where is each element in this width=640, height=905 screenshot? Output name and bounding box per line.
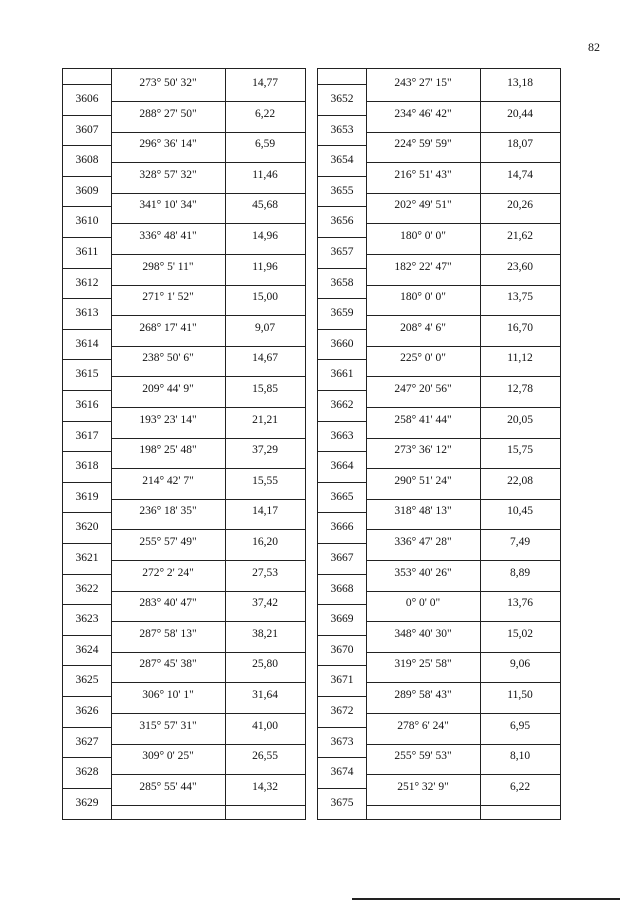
point-rule — [318, 482, 366, 483]
point-rule — [63, 206, 111, 207]
point-number-cell: 3671 — [330, 674, 354, 687]
point-rule — [63, 176, 111, 177]
point-rule — [63, 237, 111, 238]
point-number-cell: 3673 — [330, 735, 354, 748]
row-rule — [366, 774, 560, 775]
distance-cell: 11,96 — [252, 260, 278, 273]
point-number-cell: 3608 — [75, 154, 99, 167]
distance-cell: 37,42 — [252, 597, 278, 610]
row-rule — [111, 560, 305, 561]
angle-cell: 336° 48' 41" — [139, 230, 197, 242]
point-number-cell: 3607 — [75, 123, 99, 136]
angle-cell: 209° 44' 9" — [142, 383, 194, 395]
distance-cell: 18,07 — [507, 138, 533, 151]
point-rule — [318, 788, 366, 789]
angle-cell: 193° 23' 14" — [139, 413, 197, 426]
distance-cell: 23,60 — [507, 260, 533, 273]
row-rule — [366, 285, 560, 286]
angle-cell: 287° 45' 38" — [139, 658, 197, 671]
angle-cell: 208° 4' 6" — [400, 321, 446, 334]
point-number-cell: 3653 — [330, 123, 354, 136]
point-number-cell: 3609 — [75, 184, 99, 197]
angle-cell: 273° 36' 12" — [394, 444, 452, 457]
distance-cell: 6,95 — [509, 719, 531, 732]
point-rule — [63, 482, 111, 483]
distance-cell: 11,50 — [507, 689, 533, 701]
point-rule — [63, 543, 111, 544]
angle-cell: 216° 51' 43" — [394, 168, 452, 181]
coordinates-table-left — [62, 68, 306, 820]
distance-cell: 14,67 — [252, 352, 278, 365]
angle-cell: 225° 0' 0" — [400, 352, 446, 365]
distance-cell: 31,64 — [252, 689, 278, 701]
angle-cell: 353° 40' 26" — [394, 566, 452, 579]
row-rule — [366, 499, 560, 500]
row-rule — [366, 805, 560, 806]
distance-cell: 15,00 — [252, 291, 278, 304]
point-number-cell: 3656 — [330, 215, 354, 228]
point-number-cell: 3606 — [75, 93, 99, 105]
distance-cell: 13,76 — [507, 597, 533, 610]
point-rule — [318, 451, 366, 452]
distance-cell: 9,06 — [509, 658, 531, 671]
distance-cell: 20,26 — [507, 199, 533, 212]
distance-cell: 6,22 — [254, 107, 276, 120]
angle-cell: 198° 25' 48" — [139, 444, 197, 457]
angle-cell: 278° 6' 24" — [397, 719, 449, 732]
point-rule — [318, 574, 366, 575]
angle-cell: 336° 47' 28" — [394, 536, 452, 548]
angle-cell: 296° 36' 14" — [139, 138, 197, 151]
point-rule — [63, 145, 111, 146]
point-rule — [63, 574, 111, 575]
point-number-cell: 3618 — [75, 460, 99, 473]
point-number-cell: 3674 — [330, 766, 354, 779]
distance-cell: 7,49 — [509, 536, 531, 548]
point-number-cell: 3619 — [75, 490, 99, 503]
point-number-cell: 3652 — [330, 93, 354, 105]
point-number-cell: 3655 — [330, 184, 354, 197]
angle-cell: 319° 25' 58" — [394, 658, 452, 671]
point-rule — [318, 329, 366, 330]
angle-cell: 283° 40' 47" — [139, 597, 197, 610]
distance-cell: 16,70 — [507, 321, 533, 334]
distance-cell: 13,18 — [507, 77, 533, 89]
angle-cell: 318° 48' 13" — [394, 505, 452, 518]
distance-cell: 6,22 — [509, 780, 531, 793]
angle-cell: 272° 2' 24" — [142, 566, 194, 579]
row-rule — [111, 468, 305, 469]
row-rule — [366, 438, 560, 439]
angle-cell: 224° 59' 59" — [394, 138, 452, 151]
point-rule — [318, 665, 366, 666]
distance-cell: 8,10 — [509, 750, 531, 763]
angle-cell: 273° 50' 32" — [139, 77, 197, 89]
point-rule — [318, 237, 366, 238]
point-rule — [318, 115, 366, 116]
point-rule — [63, 298, 111, 299]
point-number-cell: 3620 — [75, 521, 99, 534]
page-number: 82 — [588, 40, 600, 54]
point-number-cell: 3625 — [75, 674, 99, 687]
row-rule — [111, 285, 305, 286]
point-rule — [318, 176, 366, 177]
distance-cell: 37,29 — [252, 444, 278, 457]
angle-cell: 315° 57' 31" — [139, 719, 197, 732]
row-rule — [366, 346, 560, 347]
angle-cell: 348° 40' 30" — [394, 627, 452, 640]
point-number-cell: 3611 — [75, 246, 99, 258]
point-rule — [63, 421, 111, 422]
distance-cell: 22,08 — [507, 474, 533, 487]
angle-cell: 247° 20' 56" — [394, 383, 452, 395]
point-number-cell: 3669 — [330, 613, 354, 626]
row-rule — [366, 315, 560, 316]
row-rule — [111, 744, 305, 745]
angle-cell: 298° 5' 11" — [142, 260, 194, 273]
distance-cell: 14,32 — [252, 780, 278, 793]
row-rule — [111, 774, 305, 775]
point-number-cell: 3654 — [330, 154, 354, 167]
angle-cell: 243° 27' 15" — [394, 77, 452, 89]
point-number-cell: 3612 — [75, 276, 99, 289]
point-rule — [63, 635, 111, 636]
angle-cell: 288° 27' 50" — [139, 107, 197, 120]
angle-cell: 271° 1' 52" — [142, 291, 194, 304]
point-number-cell: 3672 — [330, 705, 354, 717]
angle-cell: 290° 51' 24" — [394, 474, 452, 487]
row-rule — [366, 652, 560, 653]
point-rule — [63, 451, 111, 452]
point-number-cell: 3664 — [330, 460, 354, 473]
angle-cell: 202° 49' 51" — [394, 199, 452, 212]
point-number-cell: 3657 — [330, 246, 354, 258]
distance-cell: 14,96 — [252, 230, 278, 242]
row-rule — [366, 223, 560, 224]
row-rule — [111, 713, 305, 714]
distance-cell: 11,12 — [507, 352, 533, 365]
point-rule — [63, 115, 111, 116]
distance-cell: 8,89 — [509, 566, 531, 579]
row-rule — [111, 223, 305, 224]
distance-cell: 10,45 — [507, 505, 533, 518]
row-rule — [111, 254, 305, 255]
distance-cell: 38,21 — [252, 627, 278, 640]
row-rule — [111, 162, 305, 163]
distance-cell: 16,20 — [252, 536, 278, 548]
distance-cell: 14,74 — [507, 168, 533, 181]
distance-cell: 26,55 — [252, 750, 278, 763]
angle-cell: 180° 0' 0" — [400, 230, 446, 242]
angle-cell: 287° 58' 13" — [139, 627, 197, 640]
point-rule — [318, 390, 366, 391]
row-rule — [366, 162, 560, 163]
point-rule — [318, 206, 366, 207]
angle-cell: 180° 0' 0" — [400, 291, 446, 304]
point-number-cell: 3660 — [330, 337, 354, 350]
row-rule — [366, 376, 560, 377]
point-rule — [318, 298, 366, 299]
point-number-cell: 3661 — [330, 368, 354, 381]
row-rule — [111, 376, 305, 377]
distance-cell: 9,07 — [254, 321, 276, 334]
point-rule — [63, 727, 111, 728]
point-rule — [318, 268, 366, 269]
point-rule — [63, 268, 111, 269]
row-rule — [111, 682, 305, 683]
point-number-cell: 3663 — [330, 429, 354, 442]
coordinates-table-right — [317, 68, 561, 820]
row-rule — [366, 744, 560, 745]
point-rule — [318, 635, 366, 636]
point-rule — [318, 543, 366, 544]
angle-cell: 309° 0' 25" — [142, 750, 194, 763]
row-rule — [111, 101, 305, 102]
distance-cell: 14,77 — [252, 77, 278, 89]
point-number-cell: 3668 — [330, 582, 354, 595]
footer-rule — [352, 898, 620, 900]
row-rule — [366, 254, 560, 255]
row-rule — [366, 407, 560, 408]
point-number-cell: 3615 — [75, 368, 99, 381]
point-number-cell: 3623 — [75, 613, 99, 626]
point-number-cell: 3627 — [75, 735, 99, 748]
angle-cell: 182° 22' 47" — [394, 260, 452, 273]
point-number-cell: 3613 — [75, 307, 99, 320]
row-rule — [111, 346, 305, 347]
point-number-cell: 3616 — [75, 399, 99, 411]
point-rule — [63, 665, 111, 666]
distance-cell: 13,75 — [507, 291, 533, 304]
angle-cell: 285° 55' 44" — [139, 780, 197, 793]
row-rule — [111, 591, 305, 592]
angle-cell: 258° 41' 44" — [394, 413, 452, 426]
point-number-cell: 3675 — [330, 796, 354, 809]
angle-cell: 0° 0' 0" — [405, 597, 441, 610]
row-rule — [366, 560, 560, 561]
point-rule — [318, 421, 366, 422]
point-number-cell: 3658 — [330, 276, 354, 289]
angle-cell: 328° 57' 32" — [139, 168, 197, 181]
point-number-cell: 3659 — [330, 307, 354, 320]
row-rule — [111, 407, 305, 408]
point-number-cell: 3667 — [330, 552, 354, 564]
distance-cell: 45,68 — [252, 199, 278, 212]
point-number-cell: 3622 — [75, 582, 99, 595]
angle-cell: 236° 18' 35" — [139, 505, 197, 518]
point-number-cell: 3629 — [75, 796, 99, 809]
point-number-cell: 3662 — [330, 399, 354, 411]
angle-cell: 306° 10' 1" — [142, 689, 194, 701]
distance-cell: 14,17 — [252, 505, 278, 518]
angle-cell: 234° 46' 42" — [394, 107, 452, 120]
row-rule — [111, 529, 305, 530]
distance-cell: 15,75 — [507, 444, 533, 457]
point-rule — [318, 604, 366, 605]
point-number-cell: 3665 — [330, 490, 354, 503]
point-rule — [318, 757, 366, 758]
point-number-cell: 3614 — [75, 337, 99, 350]
point-rule — [318, 727, 366, 728]
row-rule — [111, 438, 305, 439]
point-rule — [63, 512, 111, 513]
distance-cell: 12,78 — [507, 383, 533, 395]
point-number-cell: 3610 — [75, 215, 99, 228]
row-rule — [111, 193, 305, 194]
distance-cell: 41,00 — [252, 719, 278, 732]
row-rule — [111, 499, 305, 500]
point-rule — [63, 359, 111, 360]
point-rule — [318, 512, 366, 513]
distance-cell: 15,85 — [252, 383, 278, 395]
point-rule — [63, 696, 111, 697]
distance-cell: 21,62 — [507, 230, 533, 242]
point-rule — [318, 696, 366, 697]
angle-cell: 341° 10' 34" — [139, 199, 197, 212]
point-number-cell: 3617 — [75, 429, 99, 442]
point-number-cell: 3628 — [75, 766, 99, 779]
point-rule — [63, 604, 111, 605]
angle-cell: 251° 32' 9" — [397, 780, 449, 793]
distance-cell: 11,46 — [252, 168, 278, 181]
row-rule — [366, 132, 560, 133]
row-rule — [366, 101, 560, 102]
row-rule — [366, 682, 560, 683]
point-rule — [63, 390, 111, 391]
distance-cell: 6,59 — [254, 138, 276, 151]
point-rule — [63, 329, 111, 330]
point-rule — [63, 84, 111, 85]
row-rule — [366, 591, 560, 592]
angle-cell: 268° 17' 41" — [139, 321, 197, 334]
point-number-cell: 3666 — [330, 521, 354, 534]
row-rule — [366, 621, 560, 622]
point-number-cell: 3621 — [75, 552, 99, 564]
angle-cell: 238° 50' 6" — [142, 352, 194, 365]
angle-cell: 214° 42' 7" — [142, 474, 194, 487]
point-rule — [318, 359, 366, 360]
distance-cell: 20,44 — [507, 107, 533, 120]
distance-cell: 25,80 — [252, 658, 278, 671]
point-rule — [318, 145, 366, 146]
distance-cell: 27,53 — [252, 566, 278, 579]
point-rule — [63, 757, 111, 758]
point-rule — [318, 84, 366, 85]
row-rule — [111, 132, 305, 133]
row-rule — [366, 713, 560, 714]
row-rule — [366, 193, 560, 194]
distance-cell: 15,55 — [252, 474, 278, 487]
row-rule — [366, 468, 560, 469]
angle-cell: 255° 57' 49" — [139, 536, 197, 548]
point-rule — [63, 788, 111, 789]
row-rule — [111, 315, 305, 316]
angle-cell: 255° 59' 53" — [394, 750, 452, 763]
angle-cell: 289° 58' 43" — [394, 689, 452, 701]
point-number-cell: 3626 — [75, 705, 99, 717]
row-rule — [111, 805, 305, 806]
point-number-cell: 3624 — [75, 643, 99, 656]
distance-cell: 15,02 — [507, 627, 533, 640]
row-rule — [111, 652, 305, 653]
row-rule — [111, 621, 305, 622]
distance-cell: 21,21 — [252, 413, 278, 426]
distance-cell: 20,05 — [507, 413, 533, 426]
point-number-cell: 3670 — [330, 643, 354, 656]
row-rule — [366, 529, 560, 530]
